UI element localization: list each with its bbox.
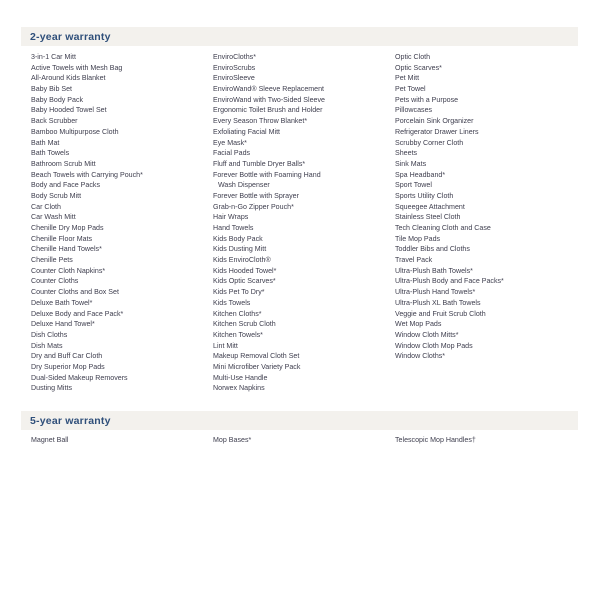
- product-item: Kids Body Pack: [213, 234, 263, 243]
- product-item: Wet Mop Pads: [395, 320, 442, 329]
- section-header-5-year: [21, 411, 578, 430]
- product-item: Chenille Hand Towels*: [31, 245, 102, 254]
- cut-off-top-text: [30, 0, 570, 4]
- product-item: Deluxe Body and Face Pack*: [31, 309, 124, 318]
- product-item: EnviroWand with Two-Sided Sleeve: [213, 95, 325, 104]
- product-item: Pet Towel: [395, 85, 426, 94]
- product-item: Ultra-Plush Body and Face Packs*: [395, 277, 504, 286]
- product-item: Chenille Pets: [31, 256, 73, 265]
- product-item: Travel Pack: [395, 256, 433, 265]
- product-item: Kids Hooded Towel*: [213, 266, 277, 275]
- product-item: Eye Mask*: [213, 138, 247, 147]
- product-item: Bathroom Scrub Mitt: [31, 159, 96, 168]
- product-item: Forever Bottle with Foaming Hand Wash Dispenser: [213, 170, 321, 190]
- product-item: Bath Mat: [31, 138, 60, 147]
- product-item: Squeegee Attachment: [395, 202, 465, 211]
- product-item: Counter Cloths and Box Set: [31, 288, 119, 297]
- product-item: Back Scrubber: [31, 117, 78, 126]
- product-item: Dusting Mitts: [31, 384, 72, 393]
- product-item: Spa Headband*: [395, 170, 446, 179]
- product-item: Baby Hooded Towel Set: [31, 106, 107, 115]
- product-item: Lint Mitt: [213, 341, 238, 350]
- product-item: Hand Towels: [213, 224, 254, 233]
- product-item: Dish Cloths: [31, 330, 68, 339]
- product-item: Telescopic Mop Handles†: [395, 436, 476, 444]
- warranty-column-2: [213, 52, 395, 394]
- product-item: Pet Mitt: [395, 74, 420, 83]
- warranty-column-3: [395, 52, 577, 362]
- product-item: Ergonomic Toilet Brush and Holder: [213, 106, 323, 115]
- product-item: Dry Superior Mop Pads: [31, 362, 105, 371]
- product-item: Kids Optic Scarves*: [213, 277, 276, 286]
- product-item: Fluff and Tumble Dryer Balls*: [213, 159, 306, 168]
- product-item: Window Cloth Mitts*: [395, 330, 459, 339]
- product-item: Veggie and Fruit Scrub Cloth: [395, 309, 486, 318]
- product-item: Pillowcases: [395, 106, 433, 115]
- product-item: Norwex Napkins: [213, 384, 265, 393]
- product-item: Kids Dusting Mitt: [213, 245, 267, 254]
- product-item: Optic Cloth: [395, 53, 431, 61]
- product-item: Scrubby Corner Cloth: [395, 138, 464, 147]
- section-header-2-year: [21, 27, 578, 46]
- product-item: Dry and Buff Car Cloth: [31, 352, 103, 361]
- product-item: Baby Bib Set: [31, 85, 73, 94]
- product-item: Bath Towels: [31, 149, 70, 158]
- product-item: Toddler Bibs and Cloths: [395, 245, 470, 254]
- product-item: Dish Mats: [31, 341, 63, 350]
- product-item: Beach Towels with Carrying Pouch*: [31, 170, 143, 179]
- product-item: Sport Towel: [395, 181, 432, 190]
- product-item: Body Scrub Mitt: [31, 191, 82, 200]
- product-item: Kids Towels: [213, 298, 251, 307]
- product-item: Grab-n-Go Zipper Pouch*: [213, 202, 294, 211]
- product-item: EnviroWand® Sleeve Replacement: [213, 85, 325, 94]
- product-item: All-Around Kids Blanket: [31, 74, 106, 83]
- product-item: Sheets: [395, 149, 418, 158]
- product-item: Active Towels with Mesh Bag: [31, 63, 123, 72]
- product-item: Mop Bases*: [213, 436, 252, 444]
- warranty-column-1: [31, 52, 213, 394]
- product-item: Makeup Removal Cloth Set: [213, 352, 300, 361]
- product-item: EnviroSleeve: [213, 74, 255, 83]
- product-item: Kids Pet To Dry*: [213, 288, 265, 297]
- product-item: 3-in-1 Car Mitt: [31, 53, 76, 61]
- product-item: Body and Face Packs: [31, 181, 101, 190]
- product-item: Every Season Throw Blanket*: [213, 117, 308, 126]
- warranty-column-3: [395, 435, 577, 446]
- product-item: Bamboo Multipurpose Cloth: [31, 127, 119, 136]
- product-item: Window Cloths*: [395, 352, 446, 361]
- product-item: Car Wash Mitt: [31, 213, 76, 222]
- product-item: Window Cloth Mop Pads: [395, 341, 473, 350]
- product-item: Counter Cloths: [31, 277, 79, 286]
- product-item: Kitchen Cloths*: [213, 309, 262, 318]
- product-item: Dual-Sided Makeup Removers: [31, 373, 128, 382]
- product-item: Deluxe Hand Towel*: [31, 320, 95, 329]
- product-item: Ultra-Plush Bath Towels*: [395, 266, 473, 275]
- product-item: Multi-Use Handle: [213, 373, 268, 382]
- product-item: Car Cloth: [31, 202, 61, 211]
- product-item: Hair Wraps: [213, 213, 249, 222]
- product-item: Refrigerator Drawer Liners: [395, 127, 479, 136]
- section-title: 2-year warranty: [30, 30, 111, 43]
- product-item: Kitchen Towels*: [213, 330, 263, 339]
- product-item: Kids EnviroCloth®: [213, 256, 271, 265]
- product-item: EnviroScrubs: [213, 63, 256, 72]
- product-item: Forever Bottle with Sprayer: [213, 191, 299, 200]
- product-item: Stainless Steel Cloth: [395, 213, 461, 222]
- warranty-column-1: [31, 435, 213, 446]
- product-item: Chenille Dry Mop Pads: [31, 224, 104, 232]
- product-item: Counter Cloth Napkins*: [31, 266, 106, 275]
- product-item: Pets with a Purpose: [395, 95, 459, 104]
- product-item: Tech Cleaning Cloth and Case: [395, 224, 491, 232]
- product-item: Optic Scarves*: [395, 63, 442, 72]
- product-item: Chenille Floor Mats: [31, 234, 93, 243]
- product-item: Mini Microfiber Variety Pack: [213, 362, 301, 371]
- product-item: Ultra-Plush XL Bath Towels: [395, 298, 481, 307]
- section-title: 5-year warranty: [30, 414, 111, 427]
- product-item: EnviroCloths*: [213, 53, 256, 61]
- product-item: Sink Mats: [395, 159, 427, 168]
- product-item: Kitchen Scrub Cloth: [213, 320, 276, 329]
- product-item: Exfoliating Facial Mitt: [213, 127, 281, 136]
- warranty-column-2: [213, 435, 395, 446]
- product-item: Baby Body Pack: [31, 95, 84, 104]
- product-item: Ultra-Plush Hand Towels*: [395, 288, 476, 297]
- product-item: Facial Pads: [213, 149, 251, 158]
- product-item: Tile Mop Pads: [395, 234, 441, 243]
- product-item: Deluxe Bath Towel*: [31, 298, 93, 307]
- product-item: Porcelain Sink Organizer: [395, 117, 474, 126]
- product-item: Sports Utility Cloth: [395, 191, 454, 200]
- product-item: Magnet Ball: [31, 436, 69, 444]
